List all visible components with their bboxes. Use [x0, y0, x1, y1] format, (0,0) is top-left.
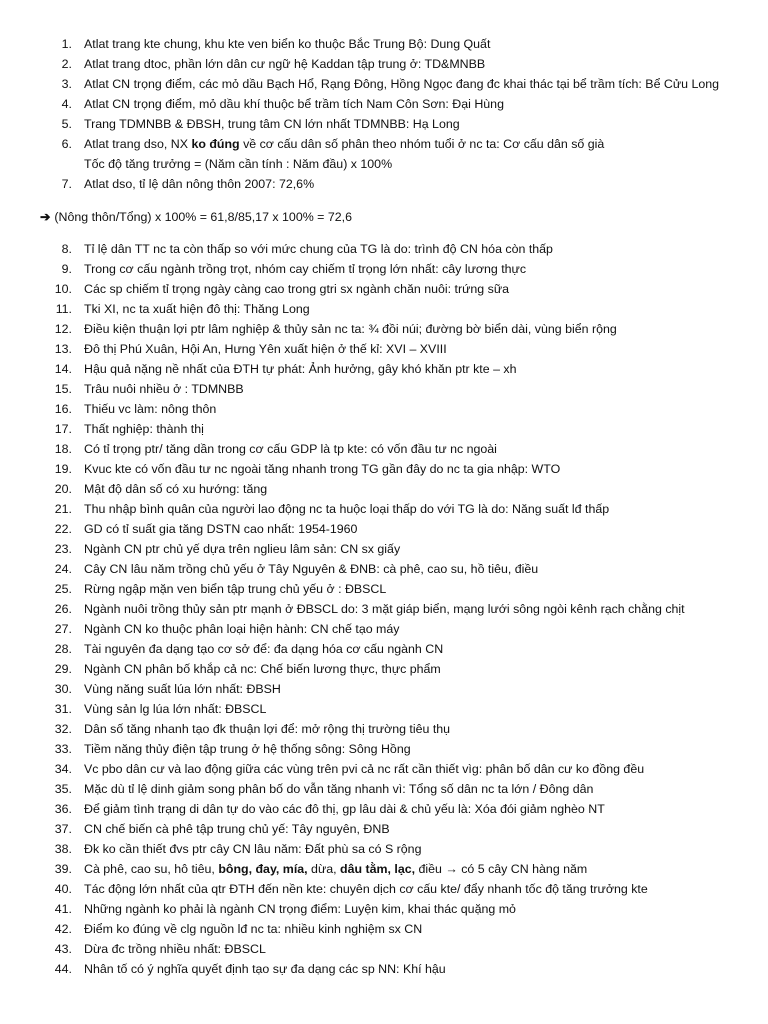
- item-number: 32.: [54, 722, 72, 736]
- list-item: [0, 539, 768, 559]
- item-text: Tki XI, nc ta xuất hiện đô thị: Thăng Long: [84, 302, 310, 316]
- item-text: [84, 859, 587, 879]
- list-item: [0, 459, 768, 479]
- item-number: 25.: [54, 582, 72, 596]
- list-item: [0, 679, 768, 699]
- item-number: 22.: [54, 522, 72, 536]
- list-item: [0, 659, 768, 679]
- item-number: 11.: [55, 302, 72, 316]
- item-text: Atlat CN trọng điểm, mỏ dầu khí thuộc bể trầm tích Nam Côn Sơn: Đại Hùng: [84, 97, 504, 111]
- item-text: Atlat CN trọng điểm, các mỏ dầu Bạch Hổ, Rạng Đông, Hồng Ngọc đang đc khai thác tại bể trầm tích: Bể Cửu Long: [84, 77, 720, 91]
- item-text: Điều kiện thuận lợi ptr lâm nghiệp & thủy sản nc ta: ¾ đồi núi; đường bờ biển dài, vùng biển rộng: [84, 322, 617, 336]
- formula-text: (Nông thôn/Tổng) x 100% = 61,8/85,17 x 100% = 72,6: [54, 210, 352, 224]
- item-number: 19.: [54, 462, 72, 476]
- list-item: [0, 739, 768, 759]
- list-item: [0, 319, 768, 339]
- item-text-part: Cà phê, cao su, hô tiêu,: [84, 862, 219, 876]
- list-item: [0, 619, 768, 639]
- list-item: [0, 899, 768, 919]
- item-text-part: Atlat trang dso, NX: [84, 137, 192, 151]
- item-text: Mặc dù tỉ lệ dinh giảm song phân bố do vẫn tăng nhanh vì: Tổng số dân nc ta lớn / Đông dân: [84, 782, 594, 796]
- list-item: [0, 579, 768, 599]
- item-text-bold: ko đúng: [191, 137, 240, 151]
- item-number: 17.: [54, 422, 72, 436]
- item-number: 6.: [61, 137, 72, 151]
- list-item: [0, 499, 768, 519]
- item-text: Điểm ko đúng về clg nguồn lđ nc ta: nhiều kinh nghiệm sx CN: [84, 922, 423, 936]
- item-text: Thiếu vc làm: nông thôn: [84, 402, 217, 416]
- list-item: [0, 34, 768, 54]
- item-number: 24.: [54, 562, 72, 576]
- item-text: Vùng sản lg lúa lớn nhất: ĐBSCL: [84, 702, 267, 716]
- list-item: [0, 379, 768, 399]
- item-text: Hậu quả nặng nề nhất của ĐTH tự phát: Ảnh hưởng, gây khó khăn ptr kte – xh: [84, 362, 517, 376]
- item-text-part: về cơ cấu dân số phân theo nhóm tuổi ở nc ta: Cơ cấu dân số già: [239, 137, 605, 151]
- item-text: [84, 134, 604, 154]
- item-number: 7.: [61, 177, 72, 191]
- item-number: 39.: [54, 862, 72, 876]
- item-number: 2.: [61, 57, 72, 71]
- item-text: Atlat trang dtoc, phần lớn dân cư ngữ hệ Kaddan tập trung ở: TD&MNBB: [84, 57, 486, 71]
- item-text: Trong cơ cấu ngành trồng trọt, nhóm cay chiếm tỉ trọng lớn nhất: cây lương thực: [84, 262, 527, 276]
- item-number: 30.: [54, 682, 72, 696]
- item-text: Kvuc kte có vốn đầu tư nc ngoài tăng nhanh trong TG gần đây do nc ta gia nhập: WTO: [84, 462, 561, 476]
- list-item-continuation: [0, 154, 768, 174]
- item-number: 34.: [54, 762, 72, 776]
- item-text: Trang TDMNBB & ĐBSH, trung tâm CN lớn nhất TDMNBB: Hạ Long: [84, 117, 460, 131]
- item-text: Đô thị Phú Xuân, Hội An, Hưng Yên xuất hiện ở thế kỉ: XVI – XVIII: [84, 342, 447, 356]
- item-text: Tỉ lệ dân TT nc ta còn thấp so với mức chung của TG là do: trình độ CN hóa còn thấp: [84, 242, 553, 256]
- main-list: [0, 239, 768, 979]
- item-number: 33.: [54, 742, 72, 756]
- item-text: Để giảm tình trạng di dân tự do vào các đô thị, gp lâu dài & chủ yếu là: Xóa đói giảm nghèo NT: [84, 802, 605, 816]
- list-item: [0, 74, 768, 94]
- item-number: 8.: [61, 242, 72, 256]
- list-item: [0, 439, 768, 459]
- item-number: 23.: [54, 542, 72, 556]
- item-number: 20.: [54, 482, 72, 496]
- item-text: Thu nhập bình quân của người lao động nc ta huộc loại thấp do với TG là do: Năng suất lđ thấp: [84, 502, 610, 516]
- item-text: Tiềm năng thủy điện tập trung ở hệ thống sông: Sông Hồng: [84, 742, 411, 756]
- item-text-bold: dâu tằm, lạc,: [340, 862, 416, 876]
- item-text-part: dừa,: [307, 862, 341, 876]
- list-item: [0, 339, 768, 359]
- item-text: Thất nghiệp: thành thị: [84, 422, 204, 436]
- item-number: 36.: [54, 802, 72, 816]
- list-item: [0, 359, 768, 379]
- item-number: 10.: [54, 282, 72, 296]
- item-number: 9.: [61, 262, 72, 276]
- list-item: [0, 519, 768, 539]
- item-text: Những ngành ko phải là ngành CN trọng điểm: Luyện kim, khai thác quặng mỏ: [84, 902, 516, 916]
- list-item: [0, 174, 768, 194]
- item-text: Vc pbo dân cư và lao động giữa các vùng trên pvi cả nc rất cần thiết vìg: phân bố dân cư ko đồng đều: [84, 762, 645, 776]
- list-item: [0, 239, 768, 259]
- item-number: 18.: [54, 442, 72, 456]
- list-item: [0, 279, 768, 299]
- item-number: 1.: [61, 37, 72, 51]
- list-item: [0, 819, 768, 839]
- list-item: [0, 559, 768, 579]
- list-item: [0, 399, 768, 419]
- item-text: Atlat trang kte chung, khu kte ven biển ko thuộc Bắc Trung Bộ: Dung Quất: [84, 37, 491, 51]
- item-number: 26.: [54, 602, 72, 616]
- item-text: Nhân tố có ý nghĩa quyết định tạo sự đa dạng các sp NN: Khí hậu: [84, 962, 446, 976]
- item-number: 3.: [61, 77, 72, 91]
- item-text: Dân số tăng nhanh tạo đk thuận lợi để: mở rộng thị trường tiêu thụ: [84, 722, 451, 736]
- list-item: [0, 959, 768, 979]
- item-number: 44.: [54, 962, 72, 976]
- item-text: Tài nguyên đa dạng tạo cơ sở để: đa dạng hóa cơ cấu ngành CN: [84, 642, 444, 656]
- list-item: [0, 479, 768, 499]
- item-number: 14.: [54, 362, 72, 376]
- list-item: [0, 939, 768, 959]
- item-number: 31.: [54, 702, 72, 716]
- formula-line: [40, 207, 352, 227]
- list-item: [0, 54, 768, 74]
- item-number: 43.: [54, 942, 72, 956]
- item-text: Tác động lớn nhất của qtr ĐTH đến nền kte: chuyên dịch cơ cấu kte/ đẩy nhanh tốc độ tăng trưởng kte: [84, 882, 648, 896]
- item-text: Các sp chiếm tỉ trọng ngày càng cao trong gtri sx ngành chăn nuôi: trứng sữa: [84, 282, 510, 296]
- item-text: Tốc độ tăng trưởng = (Năm cần tính : Năm đầu) x 100%: [84, 157, 393, 171]
- item-text: Ngành CN phân bố khắp cả nc: Chế biến lương thực, thực phẩm: [84, 662, 441, 676]
- list-item: [0, 879, 768, 899]
- item-text: Trâu nuôi nhiều ở : TDMNBB: [84, 382, 244, 396]
- list-item: [0, 114, 768, 134]
- list-item: [0, 699, 768, 719]
- list-item: [0, 839, 768, 859]
- item-number: 37.: [54, 822, 72, 836]
- item-text: Atlat dso, tỉ lệ dân nông thôn 2007: 72,6%: [84, 177, 315, 191]
- list-item: [0, 859, 768, 879]
- list-item: [0, 799, 768, 819]
- list-item: [0, 599, 768, 619]
- item-number: 16.: [54, 402, 72, 416]
- arrow-right-icon: ➔: [40, 210, 51, 224]
- item-number: 21.: [54, 502, 72, 516]
- item-number: 15.: [54, 382, 72, 396]
- item-text: Có tỉ trọng ptr/ tăng dần trong cơ cấu GDP là tp kte: có vốn đầu tư nc ngoài: [84, 442, 497, 456]
- item-number: 5.: [61, 117, 72, 131]
- list-item: [0, 759, 768, 779]
- item-text: GD có tỉ suất gia tăng DSTN cao nhất: 1954-1960: [84, 522, 358, 536]
- list-item: [0, 259, 768, 279]
- list-item: [0, 639, 768, 659]
- item-number: 38.: [54, 842, 72, 856]
- item-text: Cây CN lâu năm trồng chủ yếu ở Tây Nguyên & ĐNB: cà phê, cao su, hồ tiêu, điều: [84, 562, 539, 576]
- list-item: [0, 919, 768, 939]
- item-number: 28.: [54, 642, 72, 656]
- list-item: [0, 94, 768, 114]
- item-number: 4.: [61, 97, 72, 111]
- list-item: [0, 419, 768, 439]
- item-text: Mật độ dân số có xu hướng: tăng: [84, 482, 268, 496]
- item-number: 12.: [54, 322, 72, 336]
- item-text-bold: bông, đay, mía,: [218, 862, 308, 876]
- item-number: 40.: [54, 882, 72, 896]
- item-number: 41.: [54, 902, 72, 916]
- list-item: [0, 134, 768, 154]
- list-item: [0, 779, 768, 799]
- list-item: [0, 719, 768, 739]
- item-text-part: điều → có 5 cây CN hàng năm: [415, 862, 588, 876]
- item-number: 35.: [54, 782, 72, 796]
- item-text: Ngành CN ko thuộc phân loại hiện hành: CN chế tạo máy: [84, 622, 400, 636]
- item-number: 29.: [54, 662, 72, 676]
- item-text: Ngành CN ptr chủ yế dựa trên nglieu lâm sản: CN sx giấy: [84, 542, 401, 556]
- top-list: [0, 34, 768, 194]
- list-item: [0, 299, 768, 319]
- item-number: 27.: [54, 622, 72, 636]
- item-text: Ngành nuôi trồng thủy sản ptr mạnh ở ĐBSCL do: 3 mặt giáp biển, mạng lưới sông ngòi kênh rạch chằng chịt: [84, 602, 685, 616]
- item-number: 42.: [54, 922, 72, 936]
- item-text: Rừng ngập mặn ven biển tập trung chủ yếu ở : ĐBSCL: [84, 582, 387, 596]
- item-text: Dừa đc trồng nhiều nhất: ĐBSCL: [84, 942, 266, 956]
- item-number: 13.: [54, 342, 72, 356]
- item-text: Đk ko cần thiết đvs ptr cây CN lâu năm: Đất phù sa có S rộng: [84, 842, 422, 856]
- item-text: CN chế biến cà phê tập trung chủ yế: Tây nguyên, ĐNB: [84, 822, 390, 836]
- item-text: Vùng năng suất lúa lớn nhất: ĐBSH: [84, 682, 281, 696]
